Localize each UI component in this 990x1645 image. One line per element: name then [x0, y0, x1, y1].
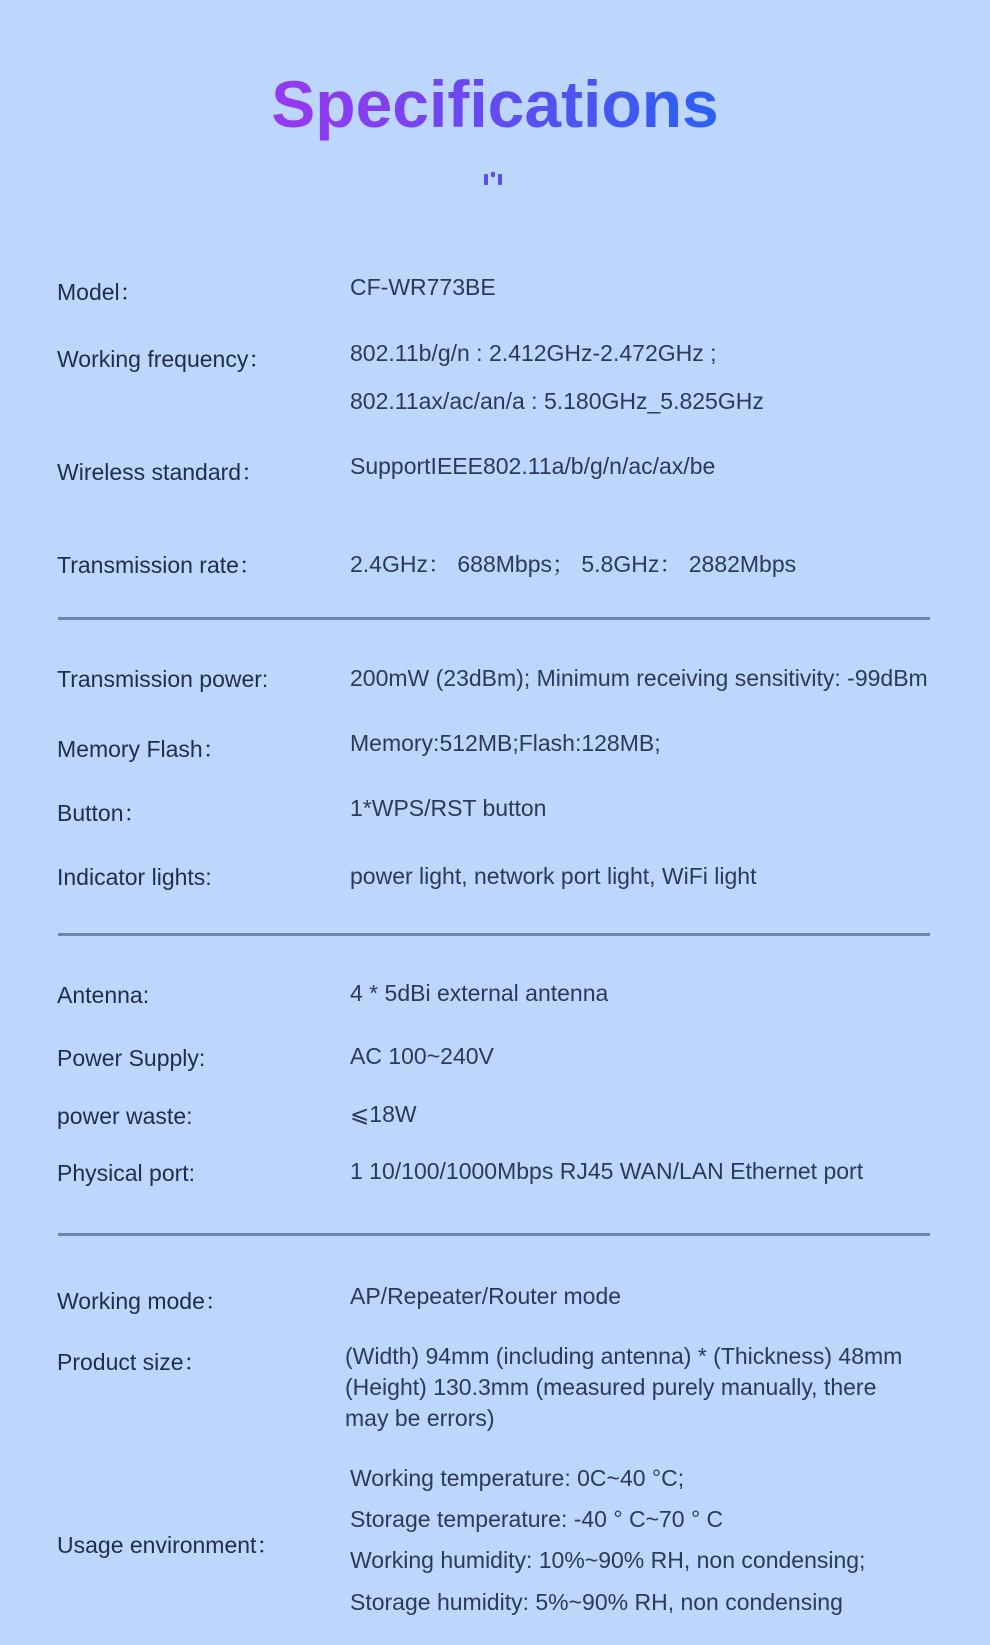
spec-value-product-size: (Width) 94mm (including antenna) * (Thickness) 48mm (Height) 130.3mm (measured purely manually, there may be errors) — [345, 1343, 903, 1431]
spec-label-usage-environment: Usage environment： — [57, 1532, 280, 1558]
spec-value-transmission-rate: 2.4GHz： 688Mbps； 5.8GHz： 2882Mbps — [350, 551, 797, 577]
spec-label-product-size: Product size： — [57, 1349, 207, 1375]
spec-value-transmission-power: 200mW (23dBm); Minimum receiving sensitivity: -99dBm — [350, 665, 928, 691]
section-divider — [58, 1233, 930, 1236]
spec-label-power-supply: Power Supply: — [57, 1045, 206, 1071]
spec-value-usage-environment-3: Working humidity: 10%~90% RH, non condensing; — [350, 1547, 866, 1573]
spec-label-working-mode: Working mode： — [57, 1288, 228, 1314]
spec-value-working-frequency-2: 802.11ax/ac/an/a : 5.180GHz_5.825GHz — [350, 388, 764, 414]
section-divider — [58, 617, 930, 620]
spec-value-antenna: 4 * 5dBi external antenna — [350, 980, 609, 1006]
spec-value-physical-port: 1 10/100/1000Mbps RJ45 WAN/LAN Ethernet port — [350, 1158, 864, 1184]
spec-value-indicator-lights: power light, network port light, WiFi light — [350, 863, 757, 889]
spec-value-usage-environment-4: Storage humidity: 5%~90% RH, non condensing — [350, 1589, 843, 1615]
spec-value-power-supply: AC 100~240V — [350, 1043, 494, 1069]
spec-label-button: Button： — [57, 800, 147, 826]
spec-value-wireless-standard: SupportIEEE802.11a/b/g/n/ac/ax/be — [350, 453, 716, 479]
spec-value-working-frequency-1: 802.11b/g/n : 2.412GHz-2.472GHz ; — [350, 340, 717, 366]
spec-label-model: Model： — [57, 279, 143, 305]
spec-value-button: 1*WPS/RST button — [350, 795, 547, 821]
spec-value-memory-flash: Memory:512MB;Flash:128MB; — [350, 730, 661, 756]
spec-label-indicator-lights: Indicator lights: — [57, 864, 212, 890]
spec-value-power-waste: ⩽18W — [350, 1101, 417, 1127]
spec-label-working-frequency: Working frequency： — [57, 346, 272, 372]
spec-label-memory-flash: Memory Flash： — [57, 736, 226, 762]
page-title: Specifications — [0, 66, 990, 142]
spec-value-usage-environment-1: Working temperature: 0C~40 °C; — [350, 1465, 685, 1491]
spec-value-usage-environment-2: Storage temperature: -40 ° C~70 ° C — [350, 1506, 724, 1532]
spec-label-transmission-power: Transmission power: — [57, 666, 269, 692]
decorative-mark-icon — [484, 172, 506, 186]
spec-value-model: CF-WR773BE — [350, 274, 496, 300]
spec-label-transmission-rate: Transmission rate： — [57, 552, 262, 578]
spec-label-antenna: Antenna: — [57, 982, 150, 1008]
spec-label-physical-port: Physical port: — [57, 1160, 196, 1186]
section-divider — [58, 933, 930, 936]
spec-value-working-mode: AP/Repeater/Router mode — [350, 1283, 622, 1309]
spec-label-power-waste: power waste: — [57, 1103, 193, 1129]
spec-label-wireless-standard: Wireless standard： — [57, 459, 265, 485]
